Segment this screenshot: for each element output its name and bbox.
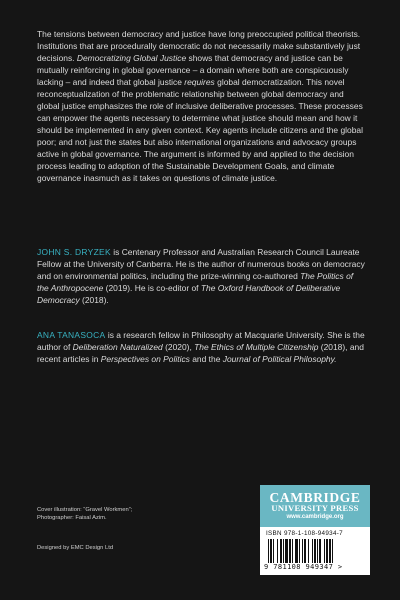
- bio-tanasoca-book-1: Deliberation Naturalized: [72, 342, 163, 352]
- publisher-subtitle: UNIVERSITY PRESS: [271, 503, 359, 513]
- photographer-credit: Photographer: Faisal Azim.: [37, 515, 107, 521]
- blurb-book-title: Democratizing Global Justice: [76, 53, 187, 63]
- isbn-label: ISBN 978-1-108-94934-7: [266, 530, 343, 537]
- bio-dryzek-book-2: The Oxford Handbook of Deliberative Democracy: [37, 283, 341, 305]
- blurb-text-2: shows that democracy and justice can be mutually reinforcing in global governance – a domain where both are conspicuously lacking – and indeed that global justice: [37, 53, 349, 87]
- bio-dryzek-book-1: The Politics of the Anthropocene: [37, 271, 354, 293]
- bio-dryzek-text-1: is Centenary Professor and Australian Research Council Laureate Fellow at the University of Canberra. He is the author of numerous books on democracy and on environmental politics, including the prize-winning co-authored: [37, 247, 365, 281]
- bio-tanasoca-text-2: (2020),: [162, 342, 195, 352]
- cover-credits: [37, 506, 197, 522]
- blurb-text-3: global democratization. This novel reconceptualization of the problematic relationship between global democracy and global justice emphasizes the role of inclusive deliberative processes. These processes can empower the agents necessary to determine what justice should mean and how it should be implemented in any given context. Key agents include citizens and the global poor; and not just the states but also international organizations and advocacy groups active in global governance. The argument is informed by and applied to the decision process leading to adoption of the Sustainable Development Goals, and climate governance inasmuch as it takes on questions of climate justice.: [37, 77, 363, 183]
- publisher-website: www.cambridge.org: [286, 514, 344, 520]
- cover-illustration-credit: Cover illustration: “Gravel Workmen”;: [37, 507, 133, 513]
- publisher-name: CAMBRIDGE: [269, 490, 361, 505]
- bio-tanasoca-journal-2: Journal of Political Philosophy.: [222, 354, 337, 364]
- blurb-requires-italic: requires: [184, 77, 215, 87]
- bio-tanasoca-text-1: is a research fellow in Philosophy at Macquarie University. She is the author of: [37, 330, 365, 352]
- barcode-digits: 9 781108 949347 >: [264, 563, 343, 571]
- bio-tanasoca-text-3: (2018), and recent articles in: [37, 342, 364, 364]
- publisher-logo: [260, 485, 370, 527]
- barcode-panel: [260, 527, 370, 575]
- blurb-text-1: The tensions between democracy and justice have long preoccupied political theorists. Institutions that are procedurally democratic do not necessarily make substantively just decisions.: [37, 29, 361, 63]
- author-bio-dryzek: [37, 246, 367, 306]
- bio-dryzek-text-3: (2018).: [79, 295, 109, 305]
- design-credit: Designed by EMC Design Ltd: [37, 545, 114, 551]
- barcode-icon: [268, 539, 362, 563]
- bio-tanasoca-book-2: The Ethics of Multiple Citizenship: [194, 342, 319, 352]
- author-bio-tanasoca: [37, 329, 367, 365]
- bio-tanasoca-journal-1: Perspectives on Politics: [100, 354, 190, 364]
- bio-dryzek-text-2: (2019). He is co-editor of: [103, 283, 201, 293]
- book-description: [37, 28, 367, 184]
- bio-tanasoca-text-4: and the: [189, 354, 223, 364]
- author-name-tanasoca: ANA TANASOCA: [37, 330, 106, 340]
- author-name-dryzek: JOHN S. DRYZEK: [37, 247, 111, 257]
